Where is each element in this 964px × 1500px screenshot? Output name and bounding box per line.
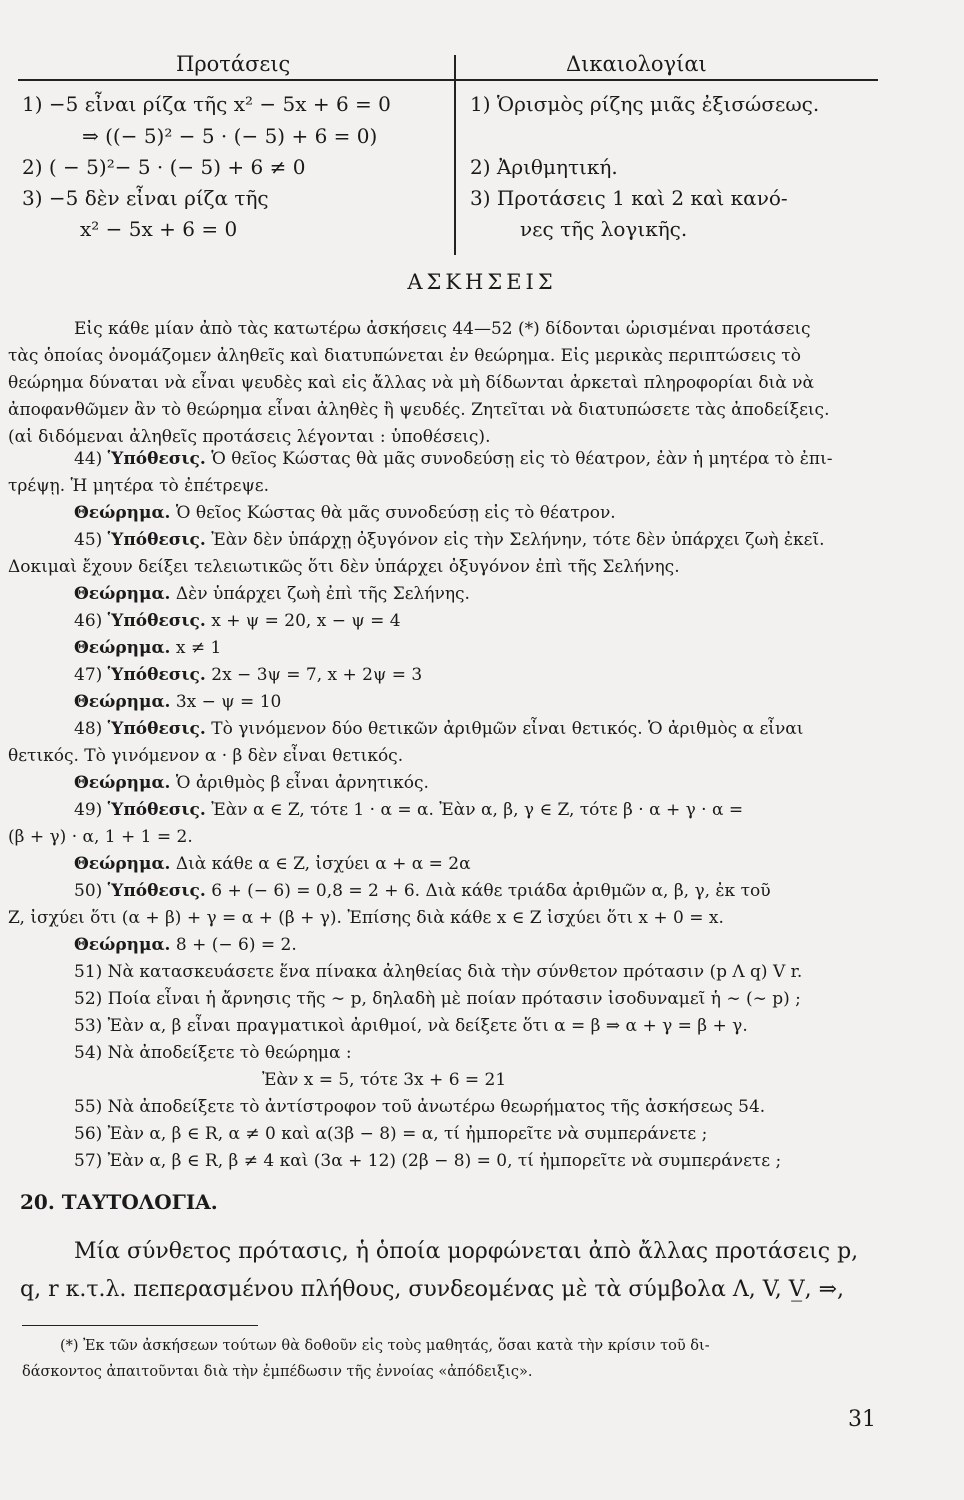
theorem-label: Θεώρημα.: [74, 503, 171, 523]
hypothesis-label: Ὑπόθεσις.: [107, 530, 206, 550]
exercise-44: [74, 446, 833, 473]
theorem-label: Θεώρημα.: [74, 935, 171, 955]
exercise-text: 2x − 3ψ = 7, x + 2ψ = 3: [205, 665, 423, 685]
table-right-row: 1) Ὁρισμὸς ρίζης μιᾶς ἐξισώσεως.: [470, 92, 820, 116]
exercise-number: 50): [74, 881, 103, 901]
theorem-text: 8 + (− 6) = 2.: [170, 935, 297, 955]
hypothesis-label: Ὑπόθεσις.: [107, 611, 206, 631]
exercise-text: Ἐὰν δὲν ὑπάρχῃ ὀξυγόνον εἰς τὴν Σελήνην, τότε δὲν ὑπάρχει ζωὴ ἐκεῖ.: [205, 530, 825, 550]
exercise-50-theorem: [74, 932, 297, 959]
footnote-line: δάσκοντος ἀπαιτοῦνται διὰ τὴν ἐμπέδωσιν τῆς ἐννοίας «ἀπόδειξις».: [22, 1364, 533, 1380]
table-right-row: νες τῆς λογικῆς.: [520, 217, 688, 241]
theorem-text: 3x − ψ = 10: [170, 692, 282, 712]
exercise-text: 6 + (− 6) = 0,8 = 2 + 6. Διὰ κάθε τριάδα ἀριθμῶν α, β, γ, ἐκ τοῦ: [205, 881, 771, 901]
exercise-48-continuation: θετικός. Τὸ γινόμενον α · β δὲν εἶναι θετικός.: [8, 746, 404, 766]
theorem-label: Θεώρημα.: [74, 692, 171, 712]
theorem-label: Θεώρημα.: [74, 773, 171, 793]
exercise-50: [74, 878, 771, 905]
exercise-47-theorem: [74, 689, 281, 716]
exercise-56: 56) Ἐὰν α, β ∈ R, α ≠ 0 καὶ α(3β − 8) = α, τί ἠμπορεῖτε νὰ συμπεράνετε ;: [74, 1124, 708, 1144]
exercises-heading: ΑΣΚΗΣΕΙΣ: [407, 270, 557, 294]
theorem-label: Θεώρημα.: [74, 638, 171, 658]
exercise-number: 47): [74, 665, 103, 685]
hypothesis-label: Ὑπόθεσις.: [107, 719, 206, 739]
hypothesis-label: Ὑπόθεσις.: [107, 800, 206, 820]
page-number: 31: [848, 1407, 876, 1432]
exercise-52: 52) Ποία εἶναι ἡ ἄρνησις τῆς ∼ p, δηλαδὴ μὲ ποίαν πρότασιν ἰσοδυναμεῖ ἡ ∼ (∼ p) ;: [74, 989, 801, 1009]
exercise-46-theorem: [74, 635, 221, 662]
table-right-row: 3) Προτάσεις 1 καὶ 2 καὶ κανό-: [470, 186, 788, 210]
table-column-divider: [454, 55, 456, 255]
exercise-51: 51) Νὰ κατασκευάσετε ἕνα πίνακα ἀληθείας διὰ τὴν σύνθετον πρότασιν (p Λ q) V r.: [74, 962, 803, 982]
table-header-rule: [18, 79, 878, 81]
exercise-number: 46): [74, 611, 103, 631]
section-title: 20. ΤΑΥΤΟΛΟΓΙΑ.: [20, 1190, 218, 1214]
intro-line: θεώρημα δύναται νὰ εἶναι ψευδὲς καὶ εἰς ἄλλας νὰ μὴ δίδωνται ἀρκεταὶ πληροφορίαι διὰ νὰ: [8, 373, 814, 393]
exercise-50-continuation: Z, ἰσχύει ὅτι (α + β) + γ = α + (β + γ). Ἐπίσης διὰ κάθε x ∈ Z ἰσχύει ὅτι x + 0 = x.: [8, 908, 724, 928]
exercise-46: [74, 608, 401, 635]
exercise-49-continuation: (β + γ) · α, 1 + 1 = 2.: [8, 827, 193, 847]
hypothesis-label: Ὑπόθεσις.: [107, 449, 206, 469]
exercise-48: [74, 716, 803, 743]
hypothesis-label: Ὑπόθεσις.: [107, 881, 206, 901]
intro-line: Εἰς κάθε μίαν ἀπὸ τὰς κατωτέρω ἀσκήσεις 44—52 (*) δίδονται ὡρισμέναι προτάσεις: [74, 319, 811, 339]
exercise-48-theorem: [74, 770, 429, 797]
section-line: q, r κ.τ.λ. πεπερασμένου πλήθους, συνδεομένας μὲ τὰ σύμβολα Λ, V, V̲, ⇒,: [20, 1277, 845, 1302]
exercise-45: [74, 527, 825, 554]
exercise-57: 57) Ἐὰν α, β ∈ R, β ≠ 4 καὶ (3α + 12) (2β − 8) = 0, τί ἠμπορεῖτε νὰ συμπεράνετε ;: [74, 1151, 782, 1171]
theorem-text: x ≠ 1: [170, 638, 222, 658]
exercise-text: Ἐὰν α ∈ Z, τότε 1 · α = α. Ἐὰν α, β, γ ∈ Z, τότε β · α + γ · α =: [205, 800, 744, 820]
intro-line: τὰς ὁποίας ὀνομάζομεν ἀληθεῖς καὶ διατυπώνεται ἐν θεώρημα. Εἰς μερικὰς περιπτώσεις τὸ: [8, 346, 801, 366]
exercise-45-continuation: Δοκιμαὶ ἔχουν δείξει τελειωτικῶς ὅτι δὲν ὑπάρχει ὀξυγόνον ἐπὶ τῆς Σελήνης.: [8, 557, 680, 577]
exercise-44-continuation: τρέψῃ. Ἡ μητέρα τὸ ἐπέτρεψε.: [8, 476, 270, 496]
theorem-text: Διὰ κάθε α ∈ Z, ἰσχύει α + α = 2α: [170, 854, 471, 874]
exercise-49-theorem: [74, 851, 471, 878]
exercise-number: 48): [74, 719, 103, 739]
exercise-text: x + ψ = 20, x − ψ = 4: [205, 611, 401, 631]
theorem-text: Ὁ ἀριθμὸς β εἶναι ἀρνητικός.: [170, 773, 429, 793]
theorem-text: Δὲν ὑπάρχει ζωὴ ἐπὶ τῆς Σελήνης.: [170, 584, 470, 604]
table-left-row: 3) −5 δὲν εἶναι ρίζα τῆς: [22, 186, 269, 210]
column-header-justifications: Δικαιολογίαι: [566, 52, 707, 76]
exercise-number: 49): [74, 800, 103, 820]
table-left-row: x² − 5x + 6 = 0: [80, 217, 238, 241]
table-left-row: ⇒ ((− 5)² − 5 · (− 5) + 6 = 0): [82, 124, 378, 148]
exercise-54: 54) Νὰ ἀποδείξετε τὸ θεώρημα :: [74, 1043, 352, 1063]
theorem-label: Θεώρημα.: [74, 584, 171, 604]
exercise-47: [74, 662, 422, 689]
exercise-text: Ὁ θεῖος Κώστας θὰ μᾶς συνοδεύσῃ εἰς τὸ θέατρον, ἐὰν ἡ μητέρα τὸ ἐπι-: [205, 449, 833, 469]
column-header-propositions: Προτάσεις: [176, 52, 291, 76]
exercise-45-theorem: [74, 581, 470, 608]
exercise-number: 44): [74, 449, 103, 469]
exercise-number: 45): [74, 530, 103, 550]
table-right-row: 2) Ἀριθμητική.: [470, 155, 618, 179]
footnote-rule: [22, 1325, 258, 1326]
exercise-49: [74, 797, 743, 824]
footnote-line: (*) Ἐκ τῶν ἀσκήσεων τούτων θὰ δοθοῦν εἰς τοὺς μαθητάς, ὅσαι κατὰ τὴν κρίσιν τοῦ δι-: [60, 1338, 710, 1354]
table-left-row: 1) −5 εἶναι ρίζα τῆς x² − 5x + 6 = 0: [22, 92, 391, 116]
theorem-label: Θεώρημα.: [74, 854, 171, 874]
exercise-55: 55) Νὰ ἀποδείξετε τὸ ἀντίστροφον τοῦ ἀνωτέρω θεωρήματος τῆς ἀσκήσεως 54.: [74, 1097, 766, 1117]
exercise-53: 53) Ἐὰν α, β εἶναι πραγματικοὶ ἀριθμοί, νὰ δείξετε ὅτι α = β ⇒ α + γ = β + γ.: [74, 1016, 748, 1036]
hypothesis-label: Ὑπόθεσις.: [107, 665, 206, 685]
theorem-text: Ὁ θεῖος Κώστας θὰ μᾶς συνοδεύσῃ εἰς τὸ θέατρον.: [170, 503, 616, 523]
intro-line: (αἱ διδόμεναι ἀληθεῖς προτάσεις λέγονται : ὑποθέσεις).: [8, 427, 491, 447]
exercise-44-theorem: [74, 500, 616, 527]
section-line: Μία σύνθετος πρότασις, ἡ ὁποία μορφώνεται ἀπὸ ἄλλας προτάσεις p,: [74, 1239, 859, 1264]
exercise-text: Τὸ γινόμενον δύο θετικῶν ἀριθμῶν εἶναι θετικός. Ὁ ἀριθμὸς α εἶναι: [205, 719, 804, 739]
exercise-54-formula: Ἐὰν x = 5, τότε 3x + 6 = 21: [262, 1070, 507, 1090]
intro-line: ἀποφανθῶμεν ἂν τὸ θεώρημα εἶναι ἀληθὲς ἢ ψευδές. Ζητεῖται νὰ διατυπώσετε τὰς ἀποδείξεις.: [8, 400, 830, 420]
table-left-row: 2) ( − 5)²− 5 · (− 5) + 6 ≠ 0: [22, 155, 306, 179]
